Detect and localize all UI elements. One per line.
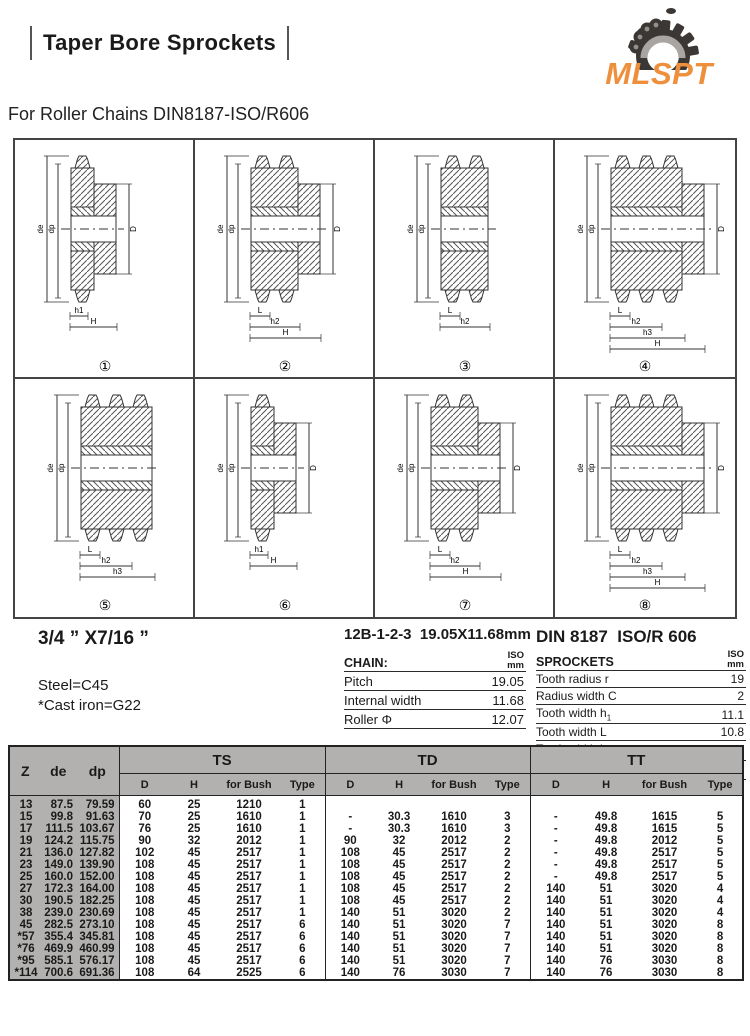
svg-text:de: de <box>216 463 225 472</box>
table-row: *76 469.9 460.99 108 45 2517 6 140 51 3020 7 140 51 3020 8 <box>9 943 743 955</box>
diagram-cell-1 <box>15 140 195 379</box>
svg-text:L: L <box>257 306 263 315</box>
din-spec-row: Tooth width $h_1$ 11.1 <box>536 706 744 723</box>
svg-text:h3: h3 <box>643 328 652 337</box>
group-header-tt: TT <box>530 746 743 774</box>
svg-text:de: de <box>406 224 415 234</box>
diagram-cell-8 <box>555 379 735 618</box>
svg-text:D: D <box>717 226 726 232</box>
svg-text:H: H <box>270 555 277 565</box>
svg-text:de: de <box>396 463 405 472</box>
svg-text:L: L <box>617 544 623 554</box>
table-row: *95 585.1 576.17 108 45 2517 6 140 51 3020 7 140 76 3030 8 <box>9 955 743 967</box>
diagram-number: ⑧ <box>638 596 652 613</box>
svg-text:H: H <box>282 328 289 337</box>
sub-header-for-bush: for Bush <box>218 774 280 796</box>
sub-header-d: D <box>325 774 375 796</box>
sub-header-for-bush: for Bush <box>423 774 485 796</box>
sub-header-type: Type <box>698 774 743 796</box>
din-spec-row: Tooth radius r 19 <box>536 672 744 686</box>
diagram-cell-3 <box>375 140 555 379</box>
svg-text:dp: dp <box>417 224 426 234</box>
svg-text:L: L <box>87 544 93 554</box>
svg-text:dp: dp <box>227 224 236 234</box>
din-units: ISO mm <box>727 649 744 670</box>
logo-text: MLSPT <box>605 56 713 91</box>
svg-text:dp: dp <box>587 463 596 472</box>
table-row: 21 136.0 127.82 102 45 2517 1 108 45 2517 2 - 49.8 2517 5 <box>9 847 743 859</box>
svg-text:D: D <box>129 226 138 232</box>
chain-spec-table <box>344 626 531 729</box>
mlspt-logo <box>590 4 728 92</box>
svg-text:h1: h1 <box>74 306 84 315</box>
chain-spec-title: 12B-1-2-3 19.05X11.68mm <box>344 626 531 643</box>
din-header-label: SPROCKETS <box>536 655 614 669</box>
svg-text:H: H <box>654 339 661 348</box>
diagram-cell-2 <box>195 140 375 379</box>
svg-text:dp: dp <box>407 463 416 472</box>
svg-text:de: de <box>576 224 585 234</box>
sprocket-diagram <box>195 379 375 618</box>
table-row: 19 124.2 115.75 90 32 2012 1 90 32 2012 2 - 49.8 2012 5 <box>9 835 743 847</box>
svg-text:de: de <box>36 224 45 234</box>
svg-text:L: L <box>437 544 443 554</box>
svg-text:h2: h2 <box>460 317 470 326</box>
sub-header-type: Type <box>485 774 530 796</box>
din-spec-row: Tooth width L 10.8 <box>536 725 744 740</box>
table-row: 13 87.5 79.59 60 25 1210 1 <box>9 796 743 812</box>
diagram-number: ③ <box>458 358 472 374</box>
svg-text:dp: dp <box>57 463 66 472</box>
svg-text:H: H <box>462 566 469 576</box>
table-row: 25 160.0 152.00 108 45 2517 1 108 45 2517 2 - 49.8 2517 5 <box>9 871 743 883</box>
group-header-td: TD <box>325 746 530 774</box>
sprocket-diagram <box>375 140 555 379</box>
sprocket-diagram <box>375 379 555 618</box>
sub-header-d: D <box>119 774 170 796</box>
svg-text:L: L <box>447 306 453 315</box>
svg-text:h2: h2 <box>101 555 111 565</box>
svg-text:h3: h3 <box>643 566 652 576</box>
din-spec-header <box>536 649 746 671</box>
dimension-table <box>8 745 744 981</box>
diagram-number: ⑥ <box>278 596 292 613</box>
svg-text:dp: dp <box>47 224 56 234</box>
diagram-cell-7 <box>375 379 555 618</box>
diagram-number: ① <box>98 358 112 374</box>
title-left-bar <box>30 26 32 60</box>
svg-text:h2: h2 <box>450 555 460 565</box>
sub-header-h: H <box>375 774 423 796</box>
svg-text:h2: h2 <box>631 317 641 326</box>
material-cast-iron: *Cast iron=G22 <box>38 696 141 714</box>
material-notes <box>38 676 141 715</box>
svg-text:dp: dp <box>587 224 596 234</box>
sprocket-diagram <box>555 140 735 379</box>
din-spec-title: DIN 8187 ISO/R 606 <box>536 627 697 646</box>
diagram-cell-4 <box>555 140 735 379</box>
sprocket-diagram-grid <box>13 138 737 619</box>
chain-spec-row: Internal width 11.68 <box>344 693 524 708</box>
sub-header-h: H <box>581 774 631 796</box>
diagram-number: ② <box>278 358 292 374</box>
sub-header-d: D <box>530 774 581 796</box>
svg-text:dp: dp <box>227 463 236 472</box>
table-row: 23 149.0 139.90 108 45 2517 1 108 45 2517 2 - 49.8 2517 5 <box>9 859 743 871</box>
page-title: Taper Bore Sprockets <box>43 30 277 55</box>
table-row: 27 172.3 164.00 108 45 2517 1 108 45 2517 2 140 51 3020 4 <box>9 883 743 895</box>
table-row: 17 111.5 103.67 76 25 1610 1 - 30.3 1610 3 - 49.8 1615 5 <box>9 823 743 835</box>
svg-text:D: D <box>309 464 318 471</box>
title-right-bar <box>287 26 289 60</box>
diagram-number: ④ <box>638 358 652 374</box>
table-row: 45 282.5 273.10 108 45 2517 6 140 51 3020 7 140 51 3020 8 <box>9 919 743 931</box>
sub-header-type: Type <box>280 774 325 796</box>
chain-header-label: CHAIN: <box>344 656 388 670</box>
sprocket-diagram <box>15 379 195 618</box>
size-label: 3/4 ” X7/16 ” <box>38 628 149 649</box>
sub-header-h: H <box>170 774 218 796</box>
table-row: 15 99.8 91.63 70 25 1610 1 - 30.3 1610 3 - 49.8 1615 5 <box>9 811 743 823</box>
table-row: *114 700.6 691.36 108 64 2525 6 140 76 3030 7 140 76 3030 8 <box>9 967 743 980</box>
material-steel: Steel=C45 <box>38 677 109 694</box>
table-row: 30 190.5 182.25 108 45 2517 1 108 45 2517 2 140 51 3020 4 <box>9 895 743 907</box>
svg-text:de: de <box>576 463 585 472</box>
svg-text:L: L <box>617 306 623 315</box>
chain-spec-header <box>344 650 526 672</box>
svg-text:de: de <box>216 224 225 234</box>
svg-text:h1: h1 <box>254 544 264 554</box>
diagram-cell-5 <box>15 379 195 618</box>
svg-text:h2: h2 <box>270 317 280 326</box>
diagram-number: ⑦ <box>458 596 472 613</box>
chain-spec-row: Pitch 19.05 <box>344 674 524 689</box>
svg-text:H: H <box>654 577 661 587</box>
header <box>30 26 289 60</box>
din-spec-row: Radius width C 2 <box>536 689 744 703</box>
z-de-dp-header: Z de dp <box>9 746 119 796</box>
svg-text:h2: h2 <box>631 555 641 565</box>
sprocket-diagram <box>555 379 735 618</box>
svg-text:h3: h3 <box>113 566 122 576</box>
svg-text:D: D <box>513 464 522 471</box>
svg-text:H: H <box>90 317 97 326</box>
sub-header-for-bush: for Bush <box>631 774 698 796</box>
chain-spec-row: Roller Φ 12.07 <box>344 712 524 727</box>
page-subtitle: For Roller Chains DIN8187-ISO/R606 <box>8 104 310 124</box>
chain-units: ISO mm <box>507 650 524 671</box>
diagram-cell-6 <box>195 379 375 618</box>
group-header-ts: TS <box>119 746 325 774</box>
diagram-number: ⑤ <box>98 596 112 613</box>
sprocket-diagram <box>15 140 195 379</box>
table-row: *57 355.4 345.81 108 45 2517 6 140 51 3020 7 140 51 3020 8 <box>9 931 743 943</box>
table-row: 38 239.0 230.69 108 45 2517 1 140 51 3020 2 140 51 3020 4 <box>9 907 743 919</box>
svg-text:D: D <box>717 464 726 471</box>
sprocket-diagram <box>195 140 375 379</box>
svg-text:D: D <box>333 226 342 232</box>
svg-text:de: de <box>46 463 55 472</box>
